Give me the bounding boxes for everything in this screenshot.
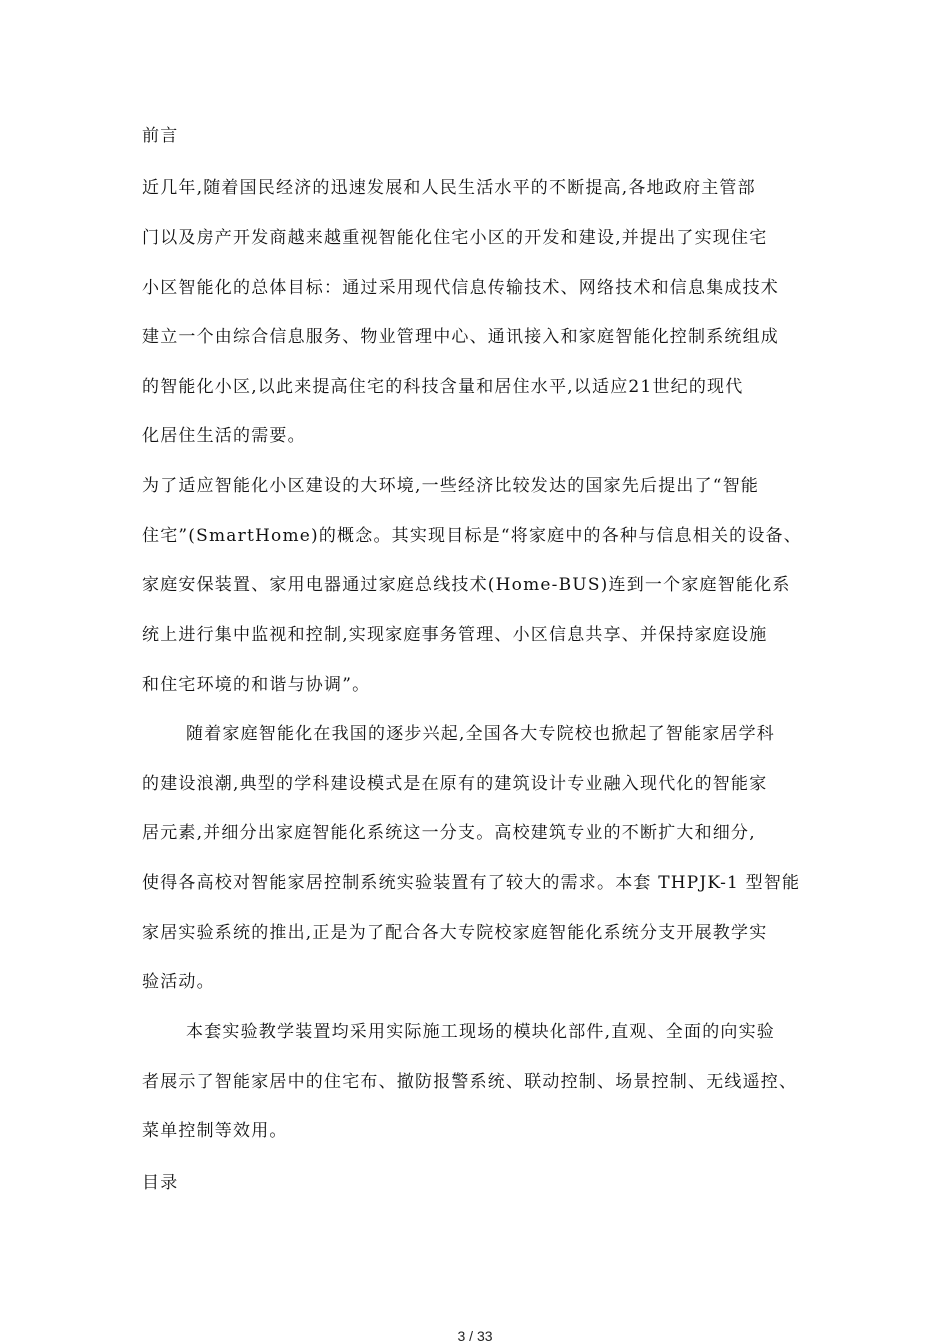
paragraph-1-line-3: 小区智能化的总体目标：通过采用现代信息传输技术、网络技术和信息集成技术	[142, 278, 779, 298]
paragraph-4-line-1: 本套实验教学装置均采用实际施工现场的模块化部件,直观、全面的向实验	[186, 1022, 776, 1042]
heading-preface: 前言	[142, 126, 179, 146]
paragraph-2-line-2: 住宅”(SmartHome)的概念。其实现目标是“将家庭中的各种与信息相关的设备、	[142, 526, 802, 546]
paragraph-3-line-3: 居元素,并细分出家庭智能化系统这一分支。高校建筑专业的不断扩大和细分,	[142, 823, 756, 843]
page-number: 3 / 33	[457, 1328, 493, 1344]
paragraph-3-line-2: 的建设浪潮,典型的学科建设模式是在原有的建筑设计专业融入现代化的智能家	[142, 774, 768, 794]
paragraph-4-line-3: 菜单控制等效用。	[142, 1121, 288, 1141]
paragraph-3-line-1: 随着家庭智能化在我国的逐步兴起,全国各大专院校也掀起了智能家居学科	[186, 724, 776, 744]
paragraph-3-line-4: 使得各高校对智能家居控制系统实验装置有了较大的需求。本套 THPJK-1 型智能	[142, 873, 801, 893]
paragraph-1-line-6: 化居住生活的需要。	[142, 426, 306, 446]
paragraph-2-line-3: 家庭安保装置、家用电器通过家庭总线技术(Home-BUS)连到一个家庭智能化系	[142, 575, 791, 595]
paragraph-4-line-2: 者展示了智能家居中的住宅布、撤防报警系统、联动控制、场景控制、无线遥控、	[142, 1072, 798, 1092]
paragraph-3-line-5: 家居实验系统的推出,正是为了配合各大专院校家庭智能化系统分支开展教学实	[142, 923, 768, 943]
heading-toc: 目录	[142, 1173, 179, 1193]
paragraph-1-line-4: 建立一个由综合信息服务、物业管理中心、通讯接入和家庭智能化控制系统组成	[142, 327, 779, 347]
paragraph-1-line-2: 门以及房产开发商越来越重视智能化住宅小区的开发和建设,并提出了实现住宅	[142, 228, 768, 248]
paragraph-1-line-5: 的智能化小区,以此来提高住宅的科技含量和居住水平,以适应21世纪的现代	[142, 377, 744, 397]
paragraph-2-line-5: 和住宅环境的和谐与协调”。	[142, 675, 371, 695]
paragraph-2-line-4: 统上进行集中监视和控制,实现家庭事务管理、小区信息共享、并保持家庭设施	[142, 625, 768, 645]
paragraph-3-line-6: 验活动。	[142, 972, 215, 992]
paragraph-2-line-1: 为了适应智能化小区建设的大环境,一些经济比较发达的国家先后提出了“智能	[142, 476, 760, 496]
paragraph-1-line-1: 近几年,随着国民经济的迅速发展和人民生活水平的不断提高,各地政府主管部	[142, 178, 756, 198]
